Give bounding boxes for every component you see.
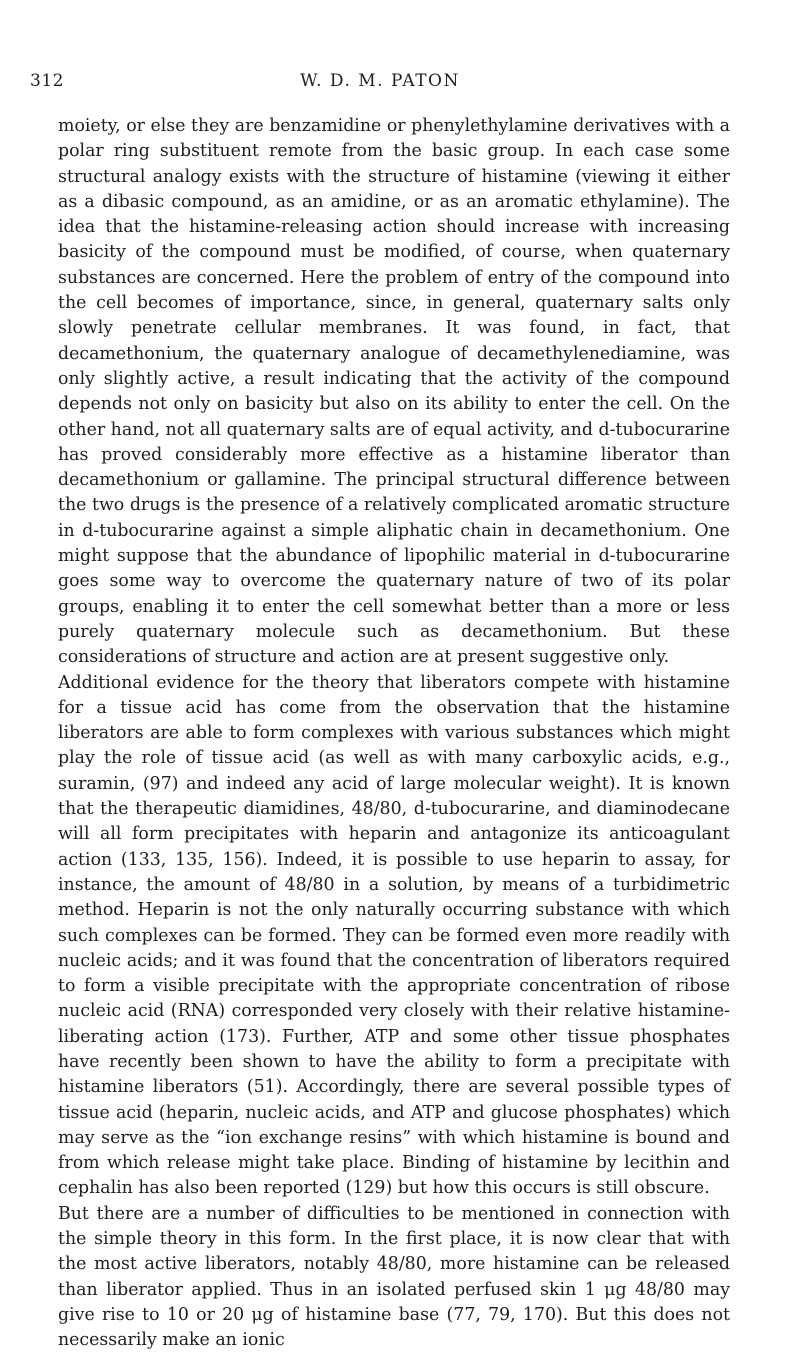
body-text	[58, 114, 730, 1354]
paragraph-structure-activity: moiety, or else they are benzamidine or phenylethylamine derivatives with a polar ring substituent remote from the basic group. In each case some structural analogy exists with the structure of histamine (viewing it either as a dibasic compound, as an amidine, or as an aromatic ethylamine). The idea that the histamine-releasing action should increase with increasing basicity of the compound must be modified, of course, when quaternary substances are concerned. Here the problem of entry of the compound into the cell becomes of importance, since, in general, quaternary salts only slowly penetrate cellular membranes. It was found, in fact, that decamethonium, the quaternary analogue of decamethylenediamine, was only slightly active, a result indicating that the activity of the compound depends not only on basicity but also on its ability to enter the cell. On the other hand, not all quaternary salts are of equal activity, and d-tubocurarine has proved considerably more effective as a histamine liberator than decamethonium or gallamine. The principal structural difference between the two drugs is the presence of a relatively complicated aromatic structure in d-tubocurarine against a simple aliphatic chain in decamethonium. One might suppose that the abundance of lipophilic material in d-tubocurarine goes some way to overcome the quaternary nature of two of its polar groups, enabling it to enter the cell somewhat better than a more or less purely quaternary molecule such as decamethonium. But these considerations of structure and action are at present suggestive only.	[58, 116, 730, 668]
paragraph-difficulties: But there are a number of difficulties to be mentioned in connection with the simple theory in this form. In the first place, it is now clear that with the most active liberators, notably 48/80, more histamine can be released than liberator applied. Thus in an isolated perfused skin 1 μg 48/80 may give rise to 10 or 20 μg of histamine base (77, 79, 170). But this does not necessarily make an ionic	[58, 1203, 730, 1351]
running-head	[30, 71, 730, 95]
running-head-author: W. D. M. PATON	[300, 71, 460, 91]
page-number: 312	[30, 71, 64, 91]
paragraph-tissue-acid-evidence: Additional evidence for the theory that liberators compete with histamine for a tissue acid has come from the observation that the histamine liberators are able to form complexes with various substances which might play the role of tissue acid (as well as with many carboxylic acids, e.g., suramin, (97) and indeed any acid of large molecular weight). It is known that the therapeutic diamidines, 48/80, d-tubocurarine, and diaminodecane will all form precipitates with heparin and antagonize its anticoagulant action (133, 135, 156). Indeed, it is possible to use heparin to assay, for instance, the amount of 48/80 in a solution, by means of a turbidimetric method. Heparin is not the only naturally occurring substance with which such complexes can be formed. They can be formed even more readily with nucleic acids; and it was found that the concentration of liberators required to form a visible precipitate with the appropriate concentration of ribose nucleic acid (RNA) corresponded very closely with their relative histamine-liberating action (173). Further, ATP and some other tissue phosphates have recently been shown to have the ability to form a precipitate with histamine liberators (51). Accordingly, there are several possible types of tissue acid (heparin, nucleic acids, and ATP and glucose phosphates) which may serve as the “ion exchange resins” with which histamine is bound and from which release might take place. Binding of histamine by lecithin and cephalin has also been reported (129) but how this occurs is still obscure.	[58, 672, 730, 1199]
